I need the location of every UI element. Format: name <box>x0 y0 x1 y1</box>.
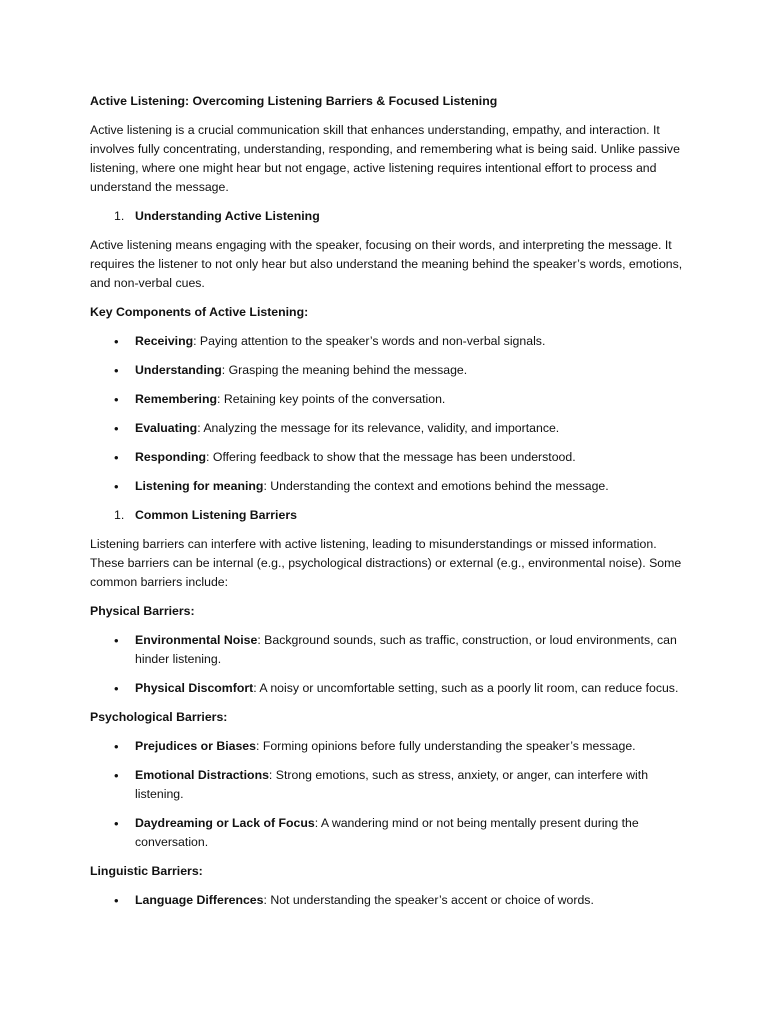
item-description: : Retaining key points of the conversation. <box>217 392 446 406</box>
list-item <box>90 891 690 910</box>
list-number: 1. <box>114 209 125 223</box>
list-item <box>90 737 690 756</box>
item-term: Physical Discomfort <box>135 681 254 695</box>
item-description: : Analyzing the message for its relevance, validity, and importance. <box>197 421 560 435</box>
linguistic-barriers-heading: Linguistic Barriers: <box>90 864 203 878</box>
psychological-barriers-list <box>90 737 690 852</box>
item-term: Environmental Noise <box>135 633 258 647</box>
section-1-list <box>90 207 690 226</box>
list-item <box>90 679 690 698</box>
item-description: : Grasping the meaning behind the message. <box>221 363 468 377</box>
physical-barriers-heading: Physical Barriers: <box>90 604 195 618</box>
section-1-heading: Understanding Active Listening <box>135 209 320 223</box>
bullet-icon: • <box>114 363 119 378</box>
linguistic-barriers-list <box>90 891 690 910</box>
document-title: Active Listening: Overcoming Listening Barriers & Focused Listening <box>90 94 498 108</box>
bullet-icon: • <box>114 392 119 407</box>
bullet-icon: • <box>114 633 119 648</box>
item-description: : A noisy or uncomfortable setting, such as a poorly lit room, can reduce focus. <box>253 681 679 695</box>
bullet-icon: • <box>114 450 119 465</box>
item-term: Prejudices or Biases <box>135 739 256 753</box>
item-term: Emotional Distractions <box>135 768 269 782</box>
physical-barriers-list <box>90 631 690 698</box>
bullet-icon: • <box>114 421 119 436</box>
item-term: Daydreaming or Lack of Focus <box>135 816 315 830</box>
item-term: Language Differences <box>135 893 264 907</box>
list-item <box>90 477 690 496</box>
key-components-list <box>90 332 690 496</box>
bullet-icon: • <box>114 479 119 494</box>
section-1-heading-item <box>90 207 690 226</box>
list-item <box>90 390 690 409</box>
item-term: Listening for meaning <box>135 479 264 493</box>
section-2-heading-item <box>90 506 690 525</box>
item-term: Understanding <box>135 363 222 377</box>
document-body <box>90 92 690 920</box>
list-item <box>90 631 690 669</box>
item-term: Receiving <box>135 334 194 348</box>
bullet-icon: • <box>114 334 119 349</box>
item-description: : Offering feedback to show that the message has been understood. <box>206 450 576 464</box>
item-description: : Strong emotions, such as stress, anxiety, or anger, can interfere with listening. <box>135 768 649 801</box>
list-item <box>90 332 690 351</box>
item-description: : Background sounds, such as traffic, construction, or loud environments, can hinder listening. <box>135 633 677 666</box>
psychological-barriers-heading: Psychological Barriers: <box>90 710 228 724</box>
section-2-paragraph: Listening barriers can interfere with active listening, leading to misunderstandings or missed information. These barriers can be internal (e.g., psychological distractions) or external (e.g., environmental noise). Some common barriers include: <box>90 537 682 589</box>
list-number: 1. <box>114 508 125 522</box>
item-description: : Not understanding the speaker’s accent or choice of words. <box>263 893 594 907</box>
item-description: : A wandering mind or not being mentally present during the conversation. <box>135 816 639 849</box>
list-item <box>90 814 690 852</box>
item-description: : Forming opinions before fully understanding the speaker’s message. <box>255 739 636 753</box>
list-item <box>90 419 690 438</box>
list-item <box>90 361 690 380</box>
bullet-icon: • <box>114 739 119 754</box>
section-2-heading: Common Listening Barriers <box>135 508 297 522</box>
section-1-paragraph: Active listening means engaging with the speaker, focusing on their words, and interpreting the message. It requires the listener to not only hear but also understand the meaning behind the speaker’s words, emotions, and non-verbal cues. <box>90 238 683 290</box>
bullet-icon: • <box>114 816 119 831</box>
bullet-icon: • <box>114 681 119 696</box>
item-term: Remembering <box>135 392 218 406</box>
bullet-icon: • <box>114 768 119 783</box>
section-2-list <box>90 506 690 525</box>
list-item <box>90 766 690 804</box>
intro-paragraph: Active listening is a crucial communication skill that enhances understanding, empathy, and interaction. It involves fully concentrating, understanding, responding, and remembering what is being said. Unlike passive listening, where one might hear but not engage, active listening requires intentional effort to process and understand the message. <box>90 123 680 194</box>
item-description: : Understanding the context and emotions behind the message. <box>263 479 609 493</box>
bullet-icon: • <box>114 893 119 908</box>
key-components-heading: Key Components of Active Listening: <box>90 305 309 319</box>
item-term: Evaluating <box>135 421 198 435</box>
list-item <box>90 448 690 467</box>
item-term: Responding <box>135 450 207 464</box>
item-description: : Paying attention to the speaker’s words and non-verbal signals. <box>193 334 546 348</box>
